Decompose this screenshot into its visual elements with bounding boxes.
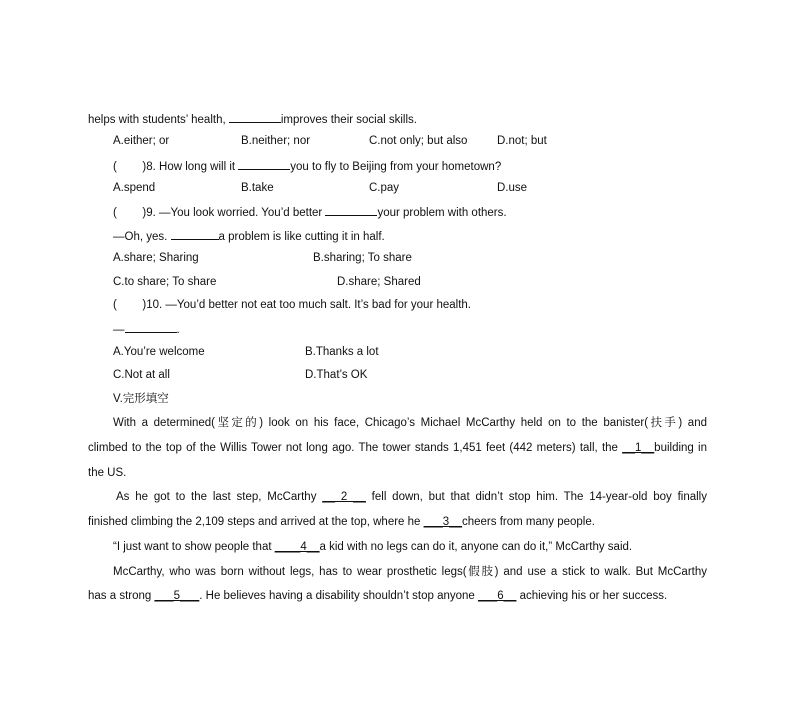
q9-option-d: D.share; Shared: [337, 276, 421, 288]
q7-stem-start: helps with students’ health,: [88, 114, 229, 126]
q9-answer-paren: ( ): [113, 207, 147, 219]
q9-stem-end: your problem with others.: [377, 207, 507, 219]
q8-option-d: D.use: [497, 182, 528, 194]
q10-answer-paren: ( ): [113, 299, 147, 311]
q7-blank: [229, 111, 281, 123]
passage-p2-line2-end: cheers from many people.: [462, 516, 595, 528]
passage-p1-line2-end: building in: [654, 442, 707, 454]
q10-reply: [113, 321, 180, 337]
q8-stem: [113, 158, 501, 174]
passage-p3-start: “I just want to show people that: [113, 541, 275, 553]
q9-stem: [113, 204, 507, 220]
passage-p4-line2: [88, 589, 667, 603]
q8-option-c: C.pay: [369, 182, 400, 194]
q10-reply-end: .: [176, 324, 180, 336]
q10-option-c: C.Not at all: [113, 369, 170, 381]
passage-p2-line2: [88, 515, 595, 529]
q8-answer-paren: ( ): [113, 161, 147, 173]
passage-p4-line2-end: achieving his or her success.: [516, 590, 668, 602]
q9-reply-end: a problem is like cutting it in half.: [218, 231, 385, 243]
q8-option-a: A.spend: [113, 182, 156, 194]
q10-reply-dash: —: [113, 324, 125, 336]
q9-blank-1: [325, 204, 377, 216]
q7-stem: [88, 111, 417, 127]
passage-p2-line1-start: As he got to the last step, McCarthy: [116, 491, 323, 503]
q9-reply: [113, 228, 385, 244]
q9-option-b: B.sharing; To share: [313, 252, 412, 264]
q8-option-b: B.take: [241, 182, 274, 194]
section-title: V.完形填空: [113, 393, 169, 405]
blank-1: __1__: [622, 442, 655, 454]
q9-option-a: A.share; Sharing: [113, 252, 199, 264]
passage-p2-line2-start: finished climbing the 2,109 steps and arrived at the top, where he: [88, 516, 424, 528]
passage-p4-line1: McCarthy, who was born without legs, has to wear prosthetic legs(假肢) and use a stick to walk. But McCarthy: [113, 566, 707, 578]
q10-blank: [125, 321, 177, 333]
passage-p1-line2: [88, 441, 707, 455]
q9-reply-start: —Oh, yes.: [113, 231, 171, 243]
q7-option-d: D.not; but: [497, 135, 547, 147]
q10-option-b: B.Thanks a lot: [305, 346, 379, 358]
blank-5: ___5___: [154, 590, 200, 602]
passage-p2-line1-end: fell down, but that didn’t stop him. The 14-year-old boy finally: [371, 491, 707, 503]
blank-6: ___6__: [478, 590, 517, 602]
q7-option-a: A.either; or: [113, 135, 170, 147]
passage-p3: [113, 540, 632, 554]
q9-blank-2: [171, 228, 219, 240]
q7-stem-end: improves their social skills.: [280, 114, 417, 126]
passage-p1-line1: With a determined(坚定的) look on his face, Chicago’s Michael McCarthy held on to the banister(扶手) and: [113, 417, 707, 429]
q8-blank: [238, 158, 290, 170]
q9-stem-start: 9. —You look worried. You’d better: [146, 207, 326, 219]
passage-p2-line1: [116, 490, 707, 504]
passage-p4-line2-start: has a strong: [88, 590, 155, 602]
passage-p3-end: a kid with no legs can do it, anyone can do it,” McCarthy said.: [319, 541, 633, 553]
blank-3: ___3__: [423, 516, 462, 528]
q10-stem-text: 10. —You’d better not eat too much salt. It’s bad for your health.: [146, 299, 471, 311]
blank-4: ____4__: [274, 541, 320, 553]
q7-option-b: B.neither; nor: [241, 135, 311, 147]
q10-option-a: A.You’re welcome: [113, 346, 205, 358]
q10-option-d: D.That’s OK: [305, 369, 368, 381]
q7-option-c: C.not only; but also: [369, 135, 468, 147]
q8-stem-start: 8. How long will it: [146, 161, 239, 173]
passage-p4-line2-mid: . He believes having a disability shouldn’t stop anyone: [199, 590, 475, 602]
q9-option-c: C.to share; To share: [113, 276, 217, 288]
passage-p1-line2-start: climbed to the top of the Willis Tower not long ago. The tower stands 1,451 feet (442 meters) tall, the: [88, 442, 618, 454]
q10-stem: [113, 298, 471, 312]
q8-stem-end: you to fly to Beijing from your hometown?: [290, 161, 502, 173]
passage-p1-line3: the US.: [88, 467, 127, 479]
blank-2: __ 2 __: [322, 491, 366, 503]
